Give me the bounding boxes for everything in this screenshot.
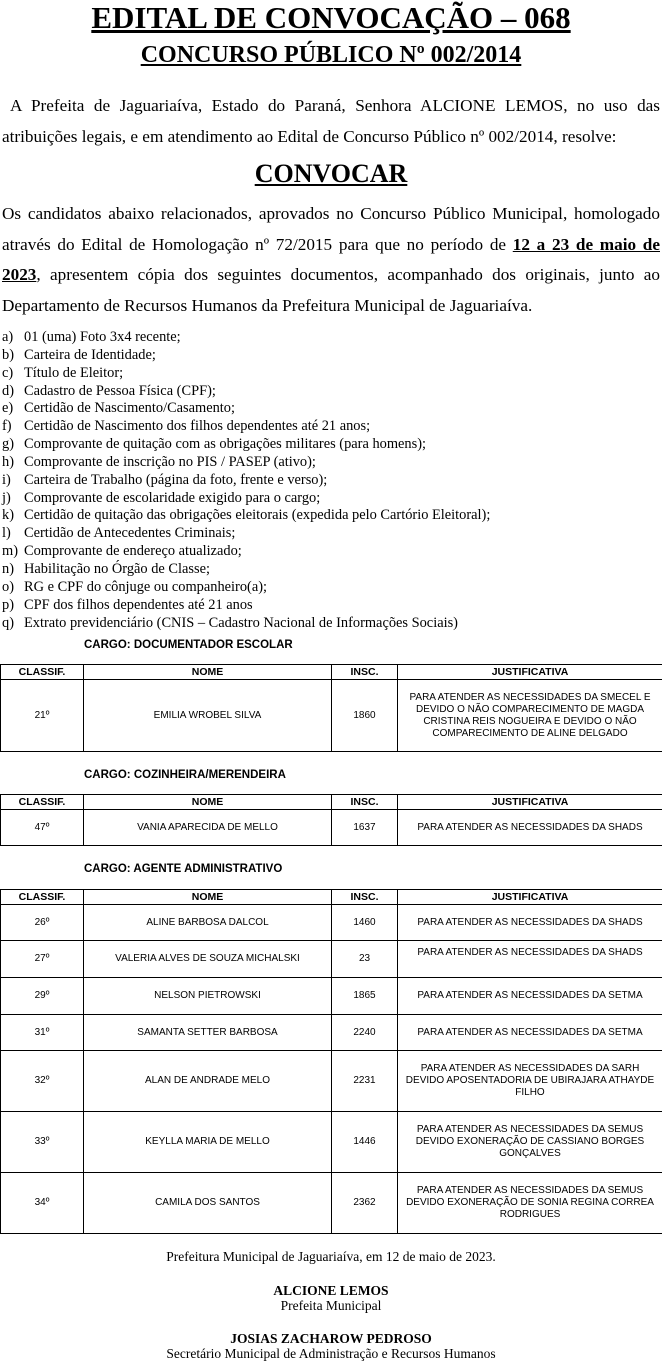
table-row — [1, 978, 662, 1015]
cell-classif: 32º — [1, 1051, 84, 1112]
cell-justificativa: PARA ATENDER AS NECESSIDADES DA SETMA — [398, 1015, 662, 1051]
cell-classif: 34º — [1, 1173, 84, 1234]
document-letter: b) — [2, 346, 14, 363]
document-item — [2, 454, 490, 472]
document-letter: p) — [2, 596, 14, 613]
table-row — [1, 1112, 662, 1173]
document-item — [2, 507, 490, 525]
document-letter: k) — [2, 507, 14, 524]
required-documents-list — [2, 329, 490, 632]
document-letter: h) — [2, 453, 14, 470]
table-row — [1, 1015, 662, 1051]
column-header-nome: NOME — [84, 665, 332, 680]
cargo-title: CARGO: COZINHEIRA/MERENDEIRA — [84, 769, 286, 781]
cell-nome: ALAN DE ANDRADE MELO — [84, 1051, 332, 1112]
document-text: CPF dos filhos dependentes até 21 anos — [24, 596, 253, 613]
document-item — [2, 329, 490, 347]
table-row — [1, 810, 662, 846]
column-header-nome: NOME — [84, 795, 332, 810]
cell-insc: 1460 — [332, 905, 398, 941]
document-letter: i) — [2, 471, 11, 488]
signer-name: JOSIAS ZACHAROW PEDROSO — [230, 1331, 432, 1346]
document-text: Cadastro de Pessoa Física (CPF); — [24, 382, 216, 399]
table-row — [1, 941, 662, 978]
document-text: Certidão de quitação das obrigações eleitorais (expedida pelo Cartório Eleitoral); — [24, 507, 491, 524]
document-item — [2, 543, 490, 561]
document-letter: d) — [2, 382, 14, 399]
cell-justificativa: PARA ATENDER AS NECESSIDADES DA SMECEL E DEVIDO O NÃO COMPARECIMENTO DE MAGDA CRISTINA REIS NOGUEIRA E DEVIDO O NÃO COMPARECIMENTO DE ALINE DELGADO — [398, 680, 662, 752]
document-text: Certidão de Nascimento/Casamento; — [24, 400, 236, 417]
cell-insc: 1637 — [332, 810, 398, 846]
cell-classif: 21º — [1, 680, 84, 752]
document-item — [2, 615, 490, 633]
cargo-title: CARGO: AGENTE ADMINISTRATIVO — [84, 863, 283, 875]
document-text: Carteira de Identidade; — [24, 346, 156, 363]
document-text: Comprovante de inscrição no PIS / PASEP (ativo); — [24, 453, 316, 470]
cell-nome: ALINE BARBOSA DALCOL — [84, 905, 332, 941]
column-header-classif: CLASSIF. — [1, 890, 84, 905]
column-header-justificativa: JUSTIFICATIVA — [398, 665, 662, 680]
document-item — [2, 472, 490, 490]
document-text: Carteira de Trabalho (página da foto, frente e verso); — [24, 471, 328, 488]
cell-justificativa: PARA ATENDER AS NECESSIDADES DA SARH DEVIDO APOSENTADORIA DE UBIRAJARA ATHAYDE FILHO — [398, 1051, 662, 1112]
document-letter: n) — [2, 560, 14, 577]
cell-nome: EMILIA WROBEL SILVA — [84, 680, 332, 752]
cell-classif: 47º — [1, 810, 84, 846]
document-item — [2, 383, 490, 401]
document-letter: c) — [2, 364, 14, 381]
document-letter: l) — [2, 525, 11, 542]
column-header-insc: INSC. — [332, 890, 398, 905]
document-letter: o) — [2, 578, 14, 595]
intro-paragraph: A Prefeita de Jaguariaíva, Estado do Paraná, Senhora ALCIONE LEMOS, no uso das atribuições legais, e em atendimento ao Edital de Concurso Público nº 002/2014, resolve: — [2, 96, 660, 146]
document-item — [2, 365, 490, 383]
document-letter: g) — [2, 436, 14, 453]
cell-justificativa: PARA ATENDER AS NECESSIDADES DA SEMUS DEVIDO EXONERAÇÃO DE CASSIANO BORGES GONÇALVES — [398, 1112, 662, 1173]
cell-nome: VALERIA ALVES DE SOUZA MICHALSKI — [84, 941, 332, 978]
cell-insc: 2240 — [332, 1015, 398, 1051]
document-text: RG e CPF do cônjuge ou companheiro(a); — [24, 578, 267, 595]
signer-role: Secretário Municipal de Administração e Recursos Humanos — [166, 1346, 496, 1361]
document-letter: q) — [2, 614, 14, 631]
document-item — [2, 347, 490, 365]
cell-classif: 26º — [1, 905, 84, 941]
deadline-period: 12 a 23 de maio de 2023 — [2, 234, 660, 284]
document-item — [2, 490, 490, 508]
document-text: Extrato previdenciário (CNIS – Cadastro Nacional de Informações Sociais) — [24, 614, 458, 631]
convocation-paragraph — [2, 199, 660, 321]
convocation-text-2: , apresentem cópia dos seguintes documentos, acompanhado dos originais, junto ao Departamento de Recursos Humanos da Prefeitura Municipal de Jaguariaíva. — [2, 265, 660, 315]
column-header-classif: CLASSIF. — [1, 795, 84, 810]
cell-justificativa: PARA ATENDER AS NECESSIDADES DA SHADS — [398, 905, 662, 941]
cell-justificativa: PARA ATENDER AS NECESSIDADES DA SHADS — [398, 941, 662, 978]
document-text: Título de Eleitor; — [24, 364, 124, 381]
table-header-row — [1, 890, 662, 905]
column-header-nome: NOME — [84, 890, 332, 905]
table-row — [1, 680, 662, 752]
table-header-row — [1, 665, 662, 680]
document-item — [2, 561, 490, 579]
cell-classif: 29º — [1, 978, 84, 1015]
cell-insc: 23 — [332, 941, 398, 978]
document-text: Certidão de Nascimento dos filhos dependentes até 21 anos; — [24, 418, 371, 435]
cell-nome: NELSON PIETROWSKI — [84, 978, 332, 1015]
cell-nome: VANIA APARECIDA DE MELLO — [84, 810, 332, 846]
document-text: Comprovante de quitação com as obrigações militares (para homens); — [24, 436, 427, 453]
table-header-row — [1, 795, 662, 810]
document-letter: j) — [2, 489, 11, 506]
table-row — [1, 905, 662, 941]
document-text: Comprovante de escolaridade exigido para o cargo; — [24, 489, 321, 506]
signer-role: Prefeita Municipal — [280, 1298, 382, 1313]
place-date: Prefeitura Municipal de Jaguariaíva, em 12 de maio de 2023. — [166, 1249, 496, 1264]
cell-justificativa: PARA ATENDER AS NECESSIDADES DA SETMA — [398, 978, 662, 1015]
cell-nome: CAMILA DOS SANTOS — [84, 1173, 332, 1234]
candidates-table — [0, 794, 662, 846]
document-text: Comprovante de endereço atualizado; — [24, 543, 242, 560]
document-title: EDITAL DE CONVOCAÇÃO – 068 — [91, 0, 571, 35]
column-header-classif: CLASSIF. — [1, 665, 84, 680]
cell-justificativa: PARA ATENDER AS NECESSIDADES DA SEMUS DEVIDO EXONERAÇÃO DE SONIA REGINA CORREA RODRIGUES — [398, 1173, 662, 1234]
column-header-justificativa: JUSTIFICATIVA — [398, 795, 662, 810]
document-letter: a) — [2, 329, 14, 345]
signer-name: ALCIONE LEMOS — [273, 1283, 389, 1298]
document-letter: f) — [2, 418, 12, 435]
cell-insc: 2362 — [332, 1173, 398, 1234]
document-item — [2, 400, 490, 418]
cell-insc: 1860 — [332, 680, 398, 752]
cell-justificativa: PARA ATENDER AS NECESSIDADES DA SHADS — [398, 810, 662, 846]
cell-insc: 2231 — [332, 1051, 398, 1112]
document-item — [2, 418, 490, 436]
document-item — [2, 579, 490, 597]
cell-classif: 31º — [1, 1015, 84, 1051]
cell-insc: 1865 — [332, 978, 398, 1015]
column-header-justificativa: JUSTIFICATIVA — [398, 890, 662, 905]
cargo-title: CARGO: DOCUMENTADOR ESCOLAR — [84, 639, 293, 651]
candidates-table — [0, 664, 662, 752]
document-text: Habilitação no Órgão de Classe; — [24, 560, 210, 577]
document-letter: m) — [2, 543, 18, 560]
document-item — [2, 597, 490, 615]
column-header-insc: INSC. — [332, 795, 398, 810]
cell-nome: KEYLLA MARIA DE MELLO — [84, 1112, 332, 1173]
document-letter: e) — [2, 400, 14, 417]
cell-nome: SAMANTA SETTER BARBOSA — [84, 1015, 332, 1051]
table-row — [1, 1173, 662, 1234]
cell-classif: 33º — [1, 1112, 84, 1173]
document-text: Certidão de Antecedentes Criminais; — [24, 525, 236, 542]
table-row — [1, 1051, 662, 1112]
cell-classif: 27º — [1, 941, 84, 978]
cell-insc: 1446 — [332, 1112, 398, 1173]
document-subtitle: CONCURSO PÚBLICO Nº 002/2014 — [140, 42, 522, 68]
document-text: 01 (uma) Foto 3x4 recente; — [24, 329, 181, 345]
document-item — [2, 525, 490, 543]
candidates-table — [0, 889, 662, 1234]
document-item — [2, 436, 490, 454]
convocation-text-1: Os candidatos abaixo relacionados, aprovados no Concurso Público Municipal, homologado através do Edital de Homologação nº 72/2015 para que no período de — [2, 204, 660, 254]
column-header-insc: INSC. — [332, 665, 398, 680]
convocar-heading: CONVOCAR — [254, 159, 408, 188]
